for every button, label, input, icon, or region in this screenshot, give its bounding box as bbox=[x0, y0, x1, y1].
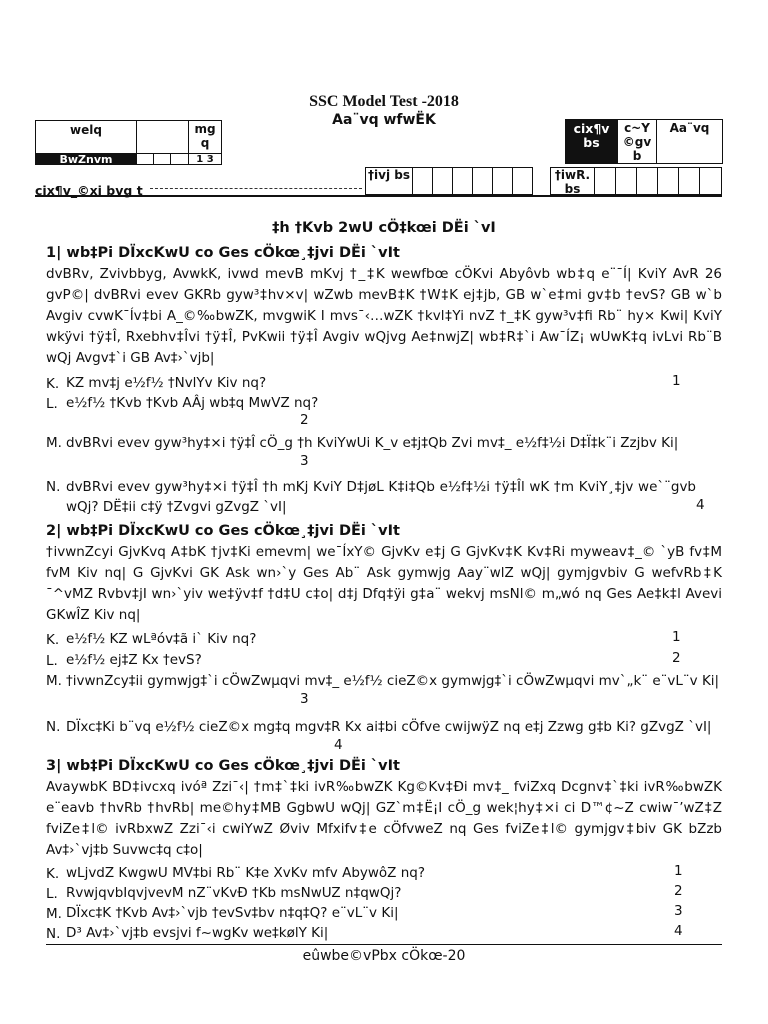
question-1 bbox=[46, 245, 722, 519]
item-label: K. bbox=[46, 376, 60, 392]
form-right-label3: Aa¨vq bbox=[656, 119, 723, 164]
list-item bbox=[46, 717, 722, 759]
question-2-heading: 2| wb‡Pi DÏxcKwU co Ges cÖkœ¸‡jvi DËi `vIt bbox=[46, 523, 400, 539]
form-left-label3: BwZnvm bbox=[35, 153, 137, 165]
item-label: M. bbox=[46, 673, 62, 689]
footer-text: eûwbe©vPbx cÖkœ-20 bbox=[302, 948, 466, 964]
registration-box bbox=[699, 167, 722, 195]
item-text: D³ Av‡›`vj‡b evsjvi f~wgKv we‡kølY Ki| bbox=[66, 925, 329, 941]
list-item bbox=[46, 393, 722, 433]
list-item bbox=[46, 863, 722, 883]
registration-box bbox=[657, 167, 679, 195]
student-name-line bbox=[150, 188, 362, 189]
page-title: SSC Model Test -2018 bbox=[309, 93, 459, 110]
list-item bbox=[46, 433, 722, 473]
item-mark: 2 bbox=[300, 412, 309, 428]
item-mark: 2 bbox=[674, 883, 683, 899]
roll-box bbox=[472, 167, 493, 195]
roll-box bbox=[512, 167, 533, 195]
item-label: K. bbox=[46, 866, 60, 882]
form-left-blank bbox=[136, 120, 189, 154]
item-text: e½f½ KZ wLªóv‡ã i` Kiv nq? bbox=[66, 631, 257, 647]
item-text: e½f½ ej‡Z Kx †evS? bbox=[66, 652, 202, 668]
form-left-value: 1 3 bbox=[188, 153, 222, 165]
question-1-heading: 1| wb‡Pi DÏxcKwU co Ges cÖkœ¸‡jvi DËi `vIt bbox=[46, 245, 400, 261]
item-mark: 3 bbox=[300, 453, 309, 469]
list-item bbox=[46, 650, 722, 671]
page-subtitle: Aa¨vq wfwËK bbox=[332, 112, 436, 128]
form-left-label1: welq bbox=[35, 120, 137, 154]
student-name-label: cix¶v_©xi bvg t bbox=[35, 183, 143, 198]
item-label: L. bbox=[46, 396, 58, 412]
item-mark: 4 bbox=[674, 923, 683, 939]
item-text: dvBRvi evev gyw³hy‡×i †ÿ‡Î †h mKj KviY D‡jøL K‡i‡Qb e½f‡½i †ÿ‡Îl wK †m KviY¸‡jv we`¨gvb wQj? DË‡ii c‡ÿ †Zvgvi gZvgZ `vI| bbox=[66, 479, 696, 515]
item-text: KZ mv‡j e½f½ †NvlYv Kiv nq? bbox=[66, 375, 267, 391]
list-item bbox=[46, 629, 722, 650]
item-text: dvBRvi evev gyw³hy‡×i †ÿ‡Î cÖ_g †h KviYwUi K_v e‡j‡Qb Zvi mv‡_ e½f‡½i D‡Ï‡k¨i Zzjbv Ki| bbox=[66, 435, 679, 451]
item-label: L. bbox=[46, 886, 58, 902]
question-1-stem: dvBRv, Zvivbbyg, AvwkK, ivwd mevB mKvj †_‡K wewfbœ cÖKvi Abyôvb wb‡q e¨¯Í| KviY AvR 26 gvP©| dvBRvi evev GKRb gyw³‡hv×v| wZwb mevB‡K †W‡K ej‡jb, GB w`e‡mi gv‡b †evS? GB w`b Avgiv cvwK¯Ív‡bi A_©‰bwZK, mvgwiK I mvs¯‹…wZK †kvl‡Yi nvZ †_‡K gyw³v‡fi Rb¨ hy× Kwi| KviY wkÿvi †ÿ‡Î, Rxebhv‡Îvi †ÿ‡Î, PvKwii †ÿ‡Î Avgiv wQjvg Ae‡nwjZ| wb‡R‡`i Aw¯ÍZ¡ wUwK‡q ivLvi Rb¨B wQj Avgv‡`i GB Av‡›`vjb| bbox=[46, 266, 722, 366]
registration-box bbox=[594, 167, 616, 195]
item-text: RvwjqvbIqvjvevM nZ¨vKvÐ †Kb msNwUZ n‡qwQj? bbox=[66, 885, 402, 901]
list-item bbox=[46, 903, 722, 923]
registration-box bbox=[615, 167, 637, 195]
list-item bbox=[46, 373, 722, 393]
item-mark: 1 bbox=[672, 373, 681, 389]
header-divider bbox=[35, 195, 722, 197]
item-label: N. bbox=[46, 719, 61, 735]
item-mark: 2 bbox=[672, 650, 681, 666]
item-label: L. bbox=[46, 653, 58, 669]
item-mark: 1 bbox=[674, 863, 683, 879]
question-2-stem: †ivwnZcyi GjvKvq A‡bK †jv‡Ki emevm| we¯ÍxY© GjvKv e‡j G GjvKv‡K Kv‡Ri myweav‡_© `yB fv‡M fvM Kiv nq| G GjvKvi GK Ask wn›`y Ges Ab¨ Ask gymwjg Aay¨wlZ wQj| gymjgvbiv G wefvRb‡K ¯^vMZ Rvbv‡jI wn›`yiv we‡ÿv‡f †d‡U c‡o| d‡j Dfq‡ÿi g‡a¨ wekvj msNl© m„wó nq Ges Ae‡k‡l Avevi GKwÎZ Kiv nq| bbox=[46, 544, 722, 623]
list-item bbox=[46, 923, 722, 943]
list-item bbox=[46, 477, 722, 519]
item-mark: 1 bbox=[672, 629, 681, 645]
roll-box bbox=[452, 167, 473, 195]
registration-label: †iwR. bs bbox=[550, 167, 595, 195]
registration-box bbox=[636, 167, 658, 195]
question-2 bbox=[46, 523, 722, 759]
item-mark: 3 bbox=[300, 691, 309, 707]
list-item bbox=[46, 671, 722, 717]
item-mark: 3 bbox=[674, 903, 683, 919]
list-item bbox=[46, 883, 722, 903]
item-label: M. bbox=[46, 906, 62, 922]
item-mark: 4 bbox=[696, 497, 705, 513]
question-3-heading: 3| wb‡Pi DÏxcKwU co Ges cÖkœ¸‡jvi DËi `vIt bbox=[46, 758, 400, 774]
roll-box bbox=[492, 167, 513, 195]
form-right-label2: c~Y ©gv b bbox=[617, 119, 657, 164]
item-text: †ivwnZcy‡ii gymwjg‡`i cÖwZwµqvi mv‡_ e½f½ cieZ©x gymwjg‡`i cÖwZwµqvi mv`„k¨ e¨vL¨v Ki| bbox=[66, 673, 720, 689]
item-label: N. bbox=[46, 926, 61, 942]
footer-divider bbox=[46, 944, 722, 945]
instruction-text: ‡h †Kvb 2wU cÖ‡kœi DËi `vI bbox=[272, 220, 496, 236]
roll-box bbox=[432, 167, 453, 195]
item-label: K. bbox=[46, 632, 60, 648]
item-text: wLjvdZ KwgwU MV‡bi Rb¨ K‡e XvKv mfv AbywôZ nq? bbox=[66, 865, 426, 881]
item-text: DÏxc‡K †Kvb Av‡›`vjb †evSv‡bv n‡q‡Q? e¨vL¨v Ki| bbox=[66, 905, 399, 921]
item-text: DÏxc‡Ki b¨vq e½f½ cieZ©x mg‡q mgv‡R Kx ai‡bi cÖfve cwijwÿZ nq e‡j Zzwg g‡b Ki? gZvgZ `vI| bbox=[66, 719, 712, 735]
item-label: N. bbox=[46, 479, 61, 495]
item-text: e½f½ †Kvb †Kvb AÂj wb‡q MwVZ nq? bbox=[66, 395, 319, 411]
form-right-label1: cix¶v bs bbox=[565, 119, 618, 164]
form-left-box bbox=[136, 153, 154, 165]
roll-label: †ivj bs bbox=[365, 167, 413, 195]
registration-box bbox=[678, 167, 700, 195]
form-left-box bbox=[170, 153, 189, 165]
item-mark: 4 bbox=[334, 737, 343, 753]
item-label: M. bbox=[46, 435, 62, 451]
question-3 bbox=[46, 758, 722, 943]
form-left-label2: mg q bbox=[188, 120, 222, 154]
form-left-box bbox=[153, 153, 171, 165]
roll-box bbox=[412, 167, 433, 195]
question-3-stem: AvaywbK BD‡ivcxq ivóª Zzi¯‹| †m‡`‡ki ivR‰bwZK Kg©Kv‡Ði mv‡_ fviZxq Dcgnv‡`‡ki ivR‰bwZK e¨eavb †hvRb †hvRb| me©hy‡MB GgbwU wQj| GZ`m‡Ë¡I cÖ_g wek¦hy‡×i ci D™¢~Z cwiw¯’wZ‡Z fviZe‡l© ivRbxwZ Zzi¯‹i cwiYwZ Øviv Mfxifv‡e cÖfvweZ nq Ges fviZe‡l© gymjgv‡biv GK bZzb Av‡›`vj‡b Suvwc‡q c‡o| bbox=[46, 779, 722, 858]
